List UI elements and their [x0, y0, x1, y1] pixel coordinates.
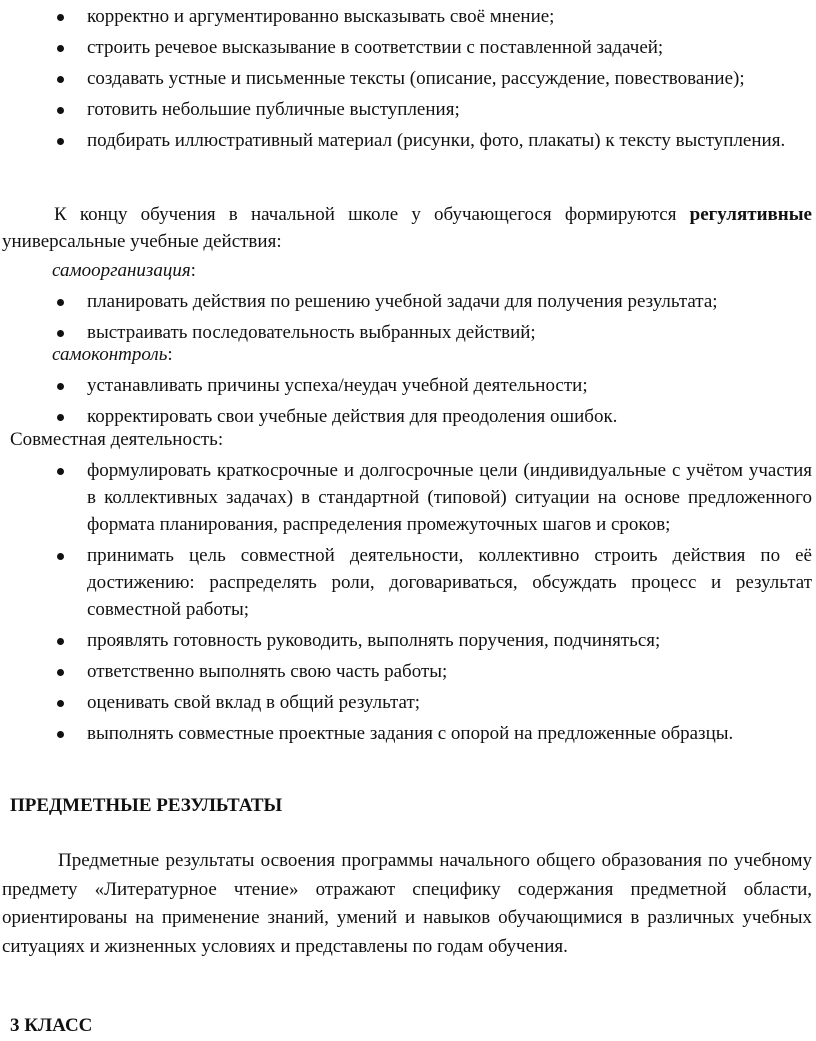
list-item	[0, 658, 816, 685]
list-item	[0, 689, 816, 716]
subject-results-title: ПРЕДМЕТНЫЕ РЕЗУЛЬТАТЫ	[10, 795, 283, 816]
bullet-icon	[57, 414, 64, 421]
regulative-intro	[0, 201, 816, 255]
list-item-text: готовить небольшие публичные выступления;	[87, 99, 460, 120]
joint-activity-list	[0, 457, 816, 747]
list-item-text: оценивать свой вклад в общий результат;	[87, 692, 421, 713]
self-organization-label: самоорганизация	[52, 260, 191, 281]
joint-activity-section	[0, 426, 816, 751]
list-item	[0, 457, 816, 538]
list-item-text: корректно и аргументированно высказывать своё мнение;	[87, 6, 555, 27]
self-organization-colon: :	[190, 260, 196, 281]
list-item	[0, 542, 816, 623]
list-item-text: создавать устные и письменные тексты (описание, рассуждение, повествование);	[87, 68, 745, 89]
bullet-icon	[57, 700, 64, 707]
list-item-text: ответственно выполнять свою часть работы;	[87, 661, 448, 682]
list-item-text: формулировать краткосрочные и долгосрочные цели (индивидуальные с учётом участия в коллективных задачах) в стандартной (типовой) ситуации на основе предложенного формата планирования, распределения промежуточных шагов и сроков;	[87, 460, 812, 535]
regulative-intro-after: универсальные учебные действия:	[2, 231, 282, 252]
grade-title: 3 КЛАСС	[10, 1015, 93, 1036]
list-item	[0, 34, 816, 61]
bullet-icon	[57, 731, 64, 738]
list-item	[0, 127, 816, 154]
self-control-label: самоконтроль	[52, 344, 168, 365]
self-control-heading	[0, 341, 816, 368]
bullet-icon	[57, 468, 64, 475]
self-organization-heading	[0, 257, 816, 284]
list-item	[0, 720, 816, 747]
regulative-intro-before: К концу обучения в начальной школе у обучающегося формируются	[54, 204, 690, 225]
bullet-icon	[57, 138, 64, 145]
list-item-text: выполнять совместные проектные задания с опорой на предложенные образцы.	[87, 723, 734, 744]
list-item-text: устанавливать причины успеха/неудач учебной деятельности;	[87, 375, 588, 396]
self-control-section	[0, 341, 816, 434]
bullet-icon	[57, 383, 64, 390]
list-item	[0, 3, 816, 30]
list-item-text: корректировать свои учебные действия для преодоления ошибок.	[87, 406, 618, 427]
bullet-icon	[57, 107, 64, 114]
list-item	[0, 288, 816, 315]
list-item-text: проявлять готовность руководить, выполнять поручения, подчиняться;	[87, 630, 661, 651]
bullet-icon	[57, 14, 64, 21]
list-item-text: планировать действия по решению учебной задачи для получения результата;	[87, 291, 718, 312]
list-item	[0, 372, 816, 399]
bullet-icon	[57, 330, 64, 337]
subject-results-text: Предметные результаты освоения программы начального общего образования по учебному предмету «Литературное чтение» отражают специфику содержания предметной области, ориентированы на применение знаний, умений и навыков обучающимися в различных учебных ситуациях и жизненных условиях и представлены по годам обучения.	[2, 850, 812, 957]
self-organization-section	[0, 257, 816, 350]
bullet-icon	[57, 76, 64, 83]
list-item	[0, 65, 816, 92]
joint-activity-heading: Совместная деятельность:	[10, 429, 224, 450]
list-item	[0, 96, 816, 123]
bullet-icon	[57, 45, 64, 52]
top-bullet-list	[0, 3, 816, 158]
bullet-icon	[57, 669, 64, 676]
list-item-text: строить речевое высказывание в соответствии с поставленной задачей;	[87, 37, 664, 58]
bullet-icon	[57, 638, 64, 645]
list-item	[0, 627, 816, 654]
list-item-text: подбирать иллюстративный материал (рисунки, фото, плакаты) к тексту выступления.	[87, 130, 786, 151]
regulative-bold-term: регулятивные	[689, 204, 812, 225]
list-item-text: выстраивать последовательность выбранных действий;	[87, 322, 536, 343]
self-organization-list	[0, 288, 816, 346]
self-control-colon: :	[167, 344, 173, 365]
list-item-text: принимать цель совместной деятельности, коллективно строить действия по её достижению: распределять роли, договариваться, обсуждать процесс и результат совместной работы;	[87, 545, 812, 620]
self-control-list	[0, 372, 816, 430]
bullet-icon	[57, 299, 64, 306]
bullet-icon	[57, 553, 64, 560]
